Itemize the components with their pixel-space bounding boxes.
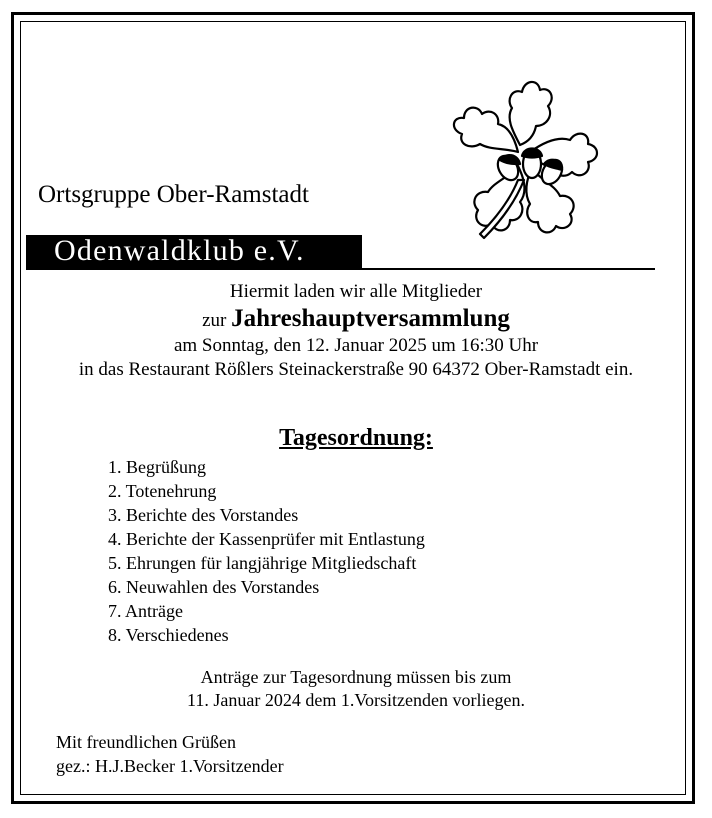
signature: gez.: H.J.Becker 1.Vorsitzender (56, 756, 284, 776)
event-name: Jahreshauptversammlung (231, 305, 510, 332)
invitation-prefix: zur (202, 310, 227, 331)
club-name: Odenwaldklub e.V. (54, 234, 305, 267)
invitation-date: am Sonntag, den 12. Januar 2025 um 16:30 Uhr (173, 335, 539, 356)
agenda-item: 2. Totenehrung (108, 481, 217, 501)
invitation-location: in das Restaurant Rößlers Steinackerstraße 90 64372 Ober-Ramstadt ein. (78, 359, 634, 380)
header-underline (362, 268, 655, 270)
agenda-item: 4. Berichte der Kassenprüfer mit Entlastung (108, 529, 425, 549)
agenda-title: Tagesordnung: (279, 425, 433, 451)
oak-leaf-acorn-icon (420, 60, 620, 250)
agenda-item: 6. Neuwahlen des Vorstandes (108, 577, 320, 597)
agenda-item: 5. Ehrungen für langjährige Mitgliedschaft (108, 553, 417, 573)
agenda-list (108, 455, 425, 647)
agenda-item: 8. Verschiedenes (108, 625, 229, 645)
invitation-line-2 (0, 305, 712, 333)
deadline-note-1: Anträge zur Tagesordnung müssen bis zum (200, 667, 512, 687)
invitation-line-1: Hiermit laden wir alle Mitglieder (229, 281, 483, 302)
agenda-item: 1. Begrüßung (108, 457, 206, 477)
agenda-item: 3. Berichte des Vorstandes (108, 505, 299, 525)
closing-greeting: Mit freundlichen Grüßen (56, 732, 236, 752)
agenda-item: 7. Anträge (108, 601, 183, 621)
group-name: Ortsgruppe Ober-Ramstadt (38, 181, 309, 208)
deadline-note-2: 11. Januar 2024 dem 1.Vorsitzenden vorliegen. (187, 690, 525, 710)
